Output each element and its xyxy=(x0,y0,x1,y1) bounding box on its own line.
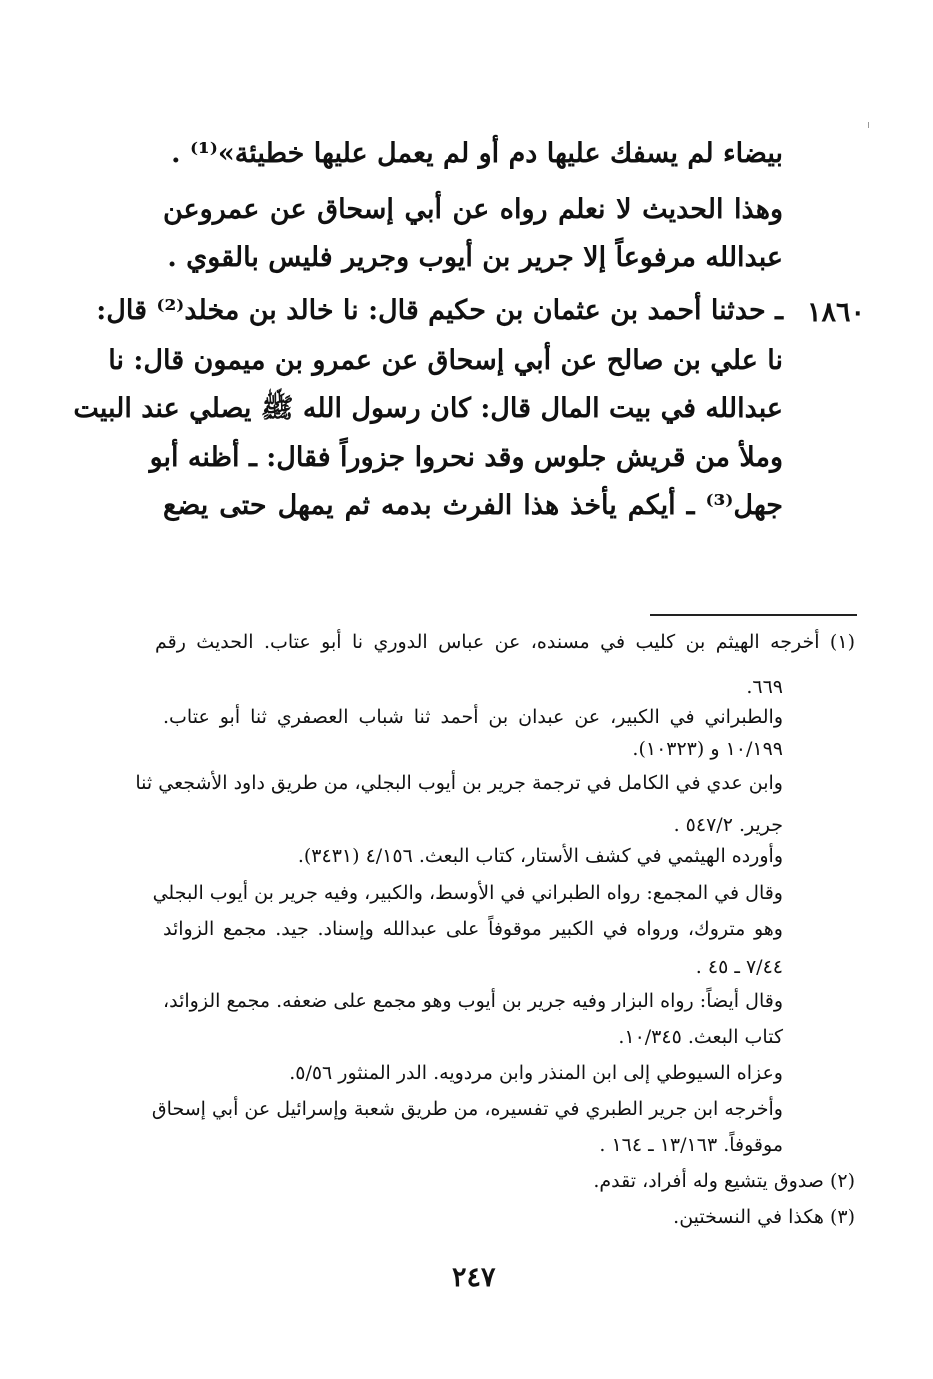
body-line-1: بيضاء لم يسفك عليها دم أو لم يعمل عليها خطيئة»⁽¹⁾ . xyxy=(171,138,783,169)
hadith-line-1: ـ حدثنا أحمد بن عثمان بن حكيم قال: نا خالد بن مخلد⁽²⁾ قال: xyxy=(96,295,783,326)
hadith-number: ١٨٦٠ xyxy=(806,297,865,328)
footnote-line: (٢) صدوق يتشيع وله أفراد، تقدم. xyxy=(593,1170,855,1192)
footnote-line: ٦٦٩. xyxy=(746,676,783,698)
footnote-line: وقال في المجمع: رواه الطبراني في الأوسط، والكبير، وفيه جرير بن أيوب البجلي xyxy=(152,882,783,904)
footnote-line: وأخرجه ابن جرير الطبري في تفسيره، من طريق شعبة وإسرائيل عن أبي إسحاق xyxy=(151,1098,783,1120)
footnote-line: ١٠/١٩٩ و (١٠٣٢٣). xyxy=(632,738,783,760)
footnote-line: جرير. ٥٤٧/٢ . xyxy=(673,814,783,836)
hadith-line-5: جهل⁽³⁾ ـ أيكم يأخذ هذا الفرث بدمه ثم يمهل حتى يضع xyxy=(163,490,783,521)
footnote-line: موقوفاً. ١٣/١٦٣ ـ ١٦٤ . xyxy=(599,1134,783,1156)
footnote-line: والطبراني في الكبير، عن عبدان بن أحمد ثنا شباب العصفري ثنا أبو عتاب. xyxy=(163,706,783,728)
body-line-2: وهذا الحديث لا نعلم رواه عن أبي إسحاق عن عمروعن xyxy=(163,194,783,225)
footnote-line: وهو متروك، ورواه في الكبير موقوفاً على عبدالله وإسناد. جيد. مجمع الزوائد xyxy=(163,918,783,940)
page-number: ٢٤٧ xyxy=(452,1262,496,1293)
hadith-line-2: نا علي بن صالح عن أبي إسحاق عن عمرو بن ميمون قال: نا xyxy=(108,345,783,376)
hadith-line-3: عبدالله في بيت المال قال: كان رسول الله ﷺ يصلي عند البيت xyxy=(73,393,783,424)
body-line-3: عبدالله مرفوعاً إلا جرير بن أيوب وجرير فليس بالقوي . xyxy=(167,242,783,273)
footnote-line: وعزاه السيوطي إلى ابن المنذر وابن مردويه. الدر المنثور ٥/٥٦. xyxy=(289,1062,783,1084)
footnote-separator xyxy=(650,614,857,616)
footnote-line: ٧/٤٤ ـ ٤٥ . xyxy=(695,956,783,978)
footnote-line: وقال أيضاً: رواه البزار وفيه جرير بن أيوب وهو مجمع على ضعفه. مجمع الزوائد، xyxy=(163,990,783,1012)
footnote-line: (١) أخرجه الهيثم بن كليب في مسنده، عن عباس الدوري نا أبو عتاب. الحديث رقم xyxy=(155,631,855,653)
footnote-line: كتاب البعث. ١٠/٣٤٥. xyxy=(618,1026,783,1048)
scan-speck xyxy=(868,122,872,128)
footnote-line: (٣) هكذا في النسختين. xyxy=(673,1206,855,1228)
footnote-line: وابن عدي في الكامل في ترجمة جرير بن أيوب البجلي، من طريق داود الأشجعي ثنا xyxy=(135,772,783,794)
hadith-line-4: وملأ من قريش جلوس وقد نحروا جزوراً فقال: ـ أظنه أبو xyxy=(149,442,783,473)
footnote-line: وأورده الهيثمي في كشف الأستار، كتاب البعث. ٤/١٥٦ (٣٤٣١). xyxy=(297,845,783,867)
